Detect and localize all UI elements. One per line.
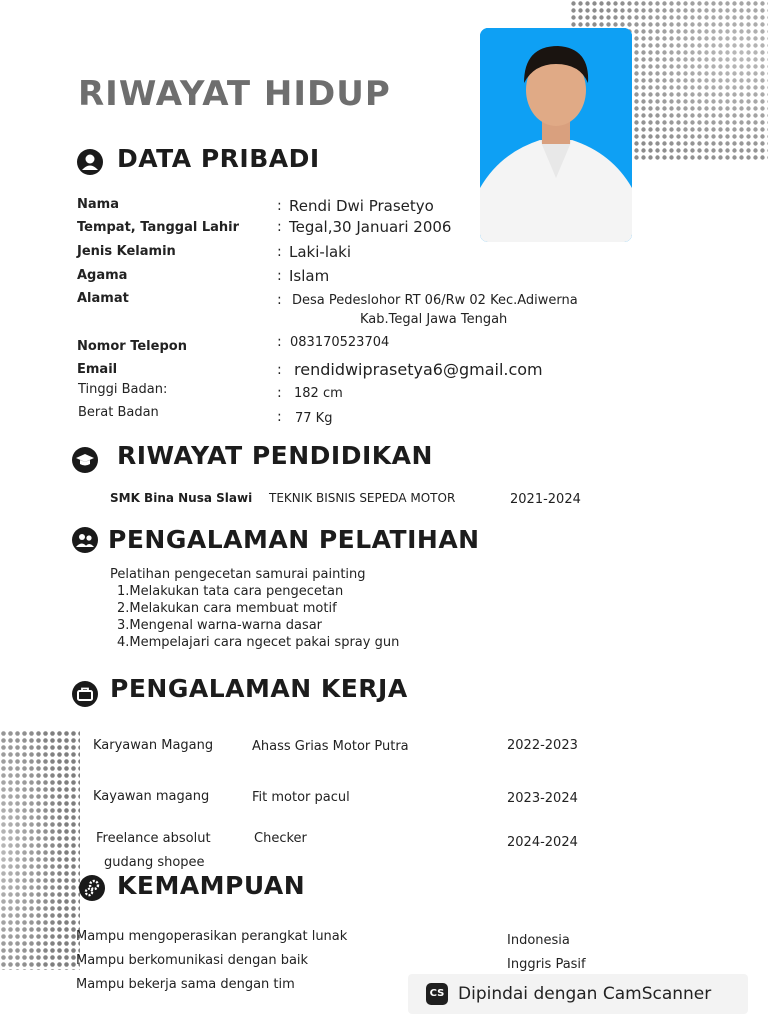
label-jenis-kelamin: Jenis Kelamin: [77, 244, 176, 259]
section-title-data-pribadi: DATA PRIBADI: [117, 144, 320, 173]
colon: :: [277, 334, 282, 350]
work-years: 2023-2024: [507, 791, 578, 806]
label-email: Email: [77, 362, 118, 377]
skill-item: Mampu berkomunikasi dengan baik: [76, 953, 309, 968]
skill-item: Mampu bekerja sama dengan tim: [76, 977, 295, 992]
profile-photo: [480, 28, 632, 242]
label-berat-badan: Berat Badan: [78, 405, 159, 420]
colon: :: [277, 244, 282, 260]
label-tinggi-badan: Tinggi Badan:: [78, 382, 168, 397]
value-agama: Islam: [289, 267, 330, 285]
value-email: rendidwiprasetya6@gmail.com: [294, 360, 543, 379]
colon: :: [277, 198, 282, 214]
training-line: 1.Melakukan tata cara pengecetan: [117, 584, 344, 599]
person-icon: [77, 149, 103, 175]
training-line: Pelatihan pengecetan samurai painting: [110, 567, 366, 582]
gears-icon: [79, 875, 105, 901]
work-years: 2022-2023: [507, 738, 578, 753]
work-role: Kayawan magang: [93, 789, 210, 804]
value-alamat-line2: Kab.Tegal Jawa Tengah: [360, 312, 508, 327]
language-item: Inggris Pasif: [507, 957, 586, 972]
language-item: Indonesia: [507, 933, 570, 948]
work-place: Checker: [254, 831, 307, 846]
group-icon: [72, 527, 98, 553]
label-alamat: Alamat: [77, 291, 129, 306]
camscanner-watermark: [408, 974, 748, 1014]
page-title: RIWAYAT HIDUP: [78, 74, 391, 114]
education-years: 2021-2024: [510, 492, 581, 507]
value-tinggi-badan: 182 cm: [294, 386, 343, 401]
colon: :: [277, 219, 282, 235]
training-line: 2.Melakukan cara membuat motif: [117, 601, 337, 616]
label-ttl: Tempat, Tanggal Lahir: [77, 220, 240, 235]
value-jenis-kelamin: Laki-laki: [289, 243, 352, 261]
colon: :: [277, 385, 282, 401]
colon: :: [277, 409, 282, 425]
section-title-pengalaman-pelatihan: PENGALAMAN PELATIHAN: [108, 525, 480, 554]
section-title-pengalaman-kerja: PENGALAMAN KERJA: [110, 674, 408, 703]
education-school: SMK Bina Nusa Slawi: [110, 491, 253, 505]
label-nama: Nama: [77, 197, 119, 212]
work-role: Freelance absolut: [96, 831, 211, 846]
work-place: Ahass Grias Motor Putra: [252, 739, 409, 754]
colon: :: [277, 362, 282, 378]
graduation-cap-icon: [72, 447, 98, 473]
education-major: TEKNIK BISNIS SEPEDA MOTOR: [269, 491, 456, 505]
camscanner-logo-icon: CS: [426, 983, 448, 1005]
colon: :: [277, 292, 282, 308]
camscanner-text: Dipindai dengan CamScanner: [458, 984, 712, 1004]
section-title-kemampuan: KEMAMPUAN: [117, 871, 306, 900]
work-role: Karyawan Magang: [93, 738, 214, 753]
work-place: Fit motor pacul: [252, 790, 350, 805]
value-alamat-line1: Desa Pedeslohor RT 06/Rw 02 Kec.Adiwerna: [292, 293, 578, 308]
work-role-line2: gudang shopee: [104, 855, 205, 870]
value-ttl: Tegal,30 Januari 2006: [289, 218, 452, 236]
value-nama: Rendi Dwi Prasetyo: [289, 197, 434, 215]
label-nomor-telepon: Nomor Telepon: [77, 339, 187, 354]
value-berat-badan: 77 Kg: [295, 411, 333, 426]
training-line: 3.Mengenal warna-warna dasar: [117, 618, 323, 633]
training-line: 4.Mempelajari cara ngecet pakai spray gun: [117, 635, 400, 650]
section-title-riwayat-pendidikan: RIWAYAT PENDIDIKAN: [117, 441, 433, 470]
label-agama: Agama: [77, 268, 128, 283]
work-years: 2024-2024: [507, 835, 578, 850]
skill-item: Mampu mengoperasikan perangkat lunak: [76, 929, 348, 944]
colon: :: [277, 268, 282, 284]
briefcase-icon: [72, 681, 98, 707]
value-nomor-telepon: 083170523704: [290, 335, 390, 350]
halftone-dots-left: [0, 730, 80, 970]
